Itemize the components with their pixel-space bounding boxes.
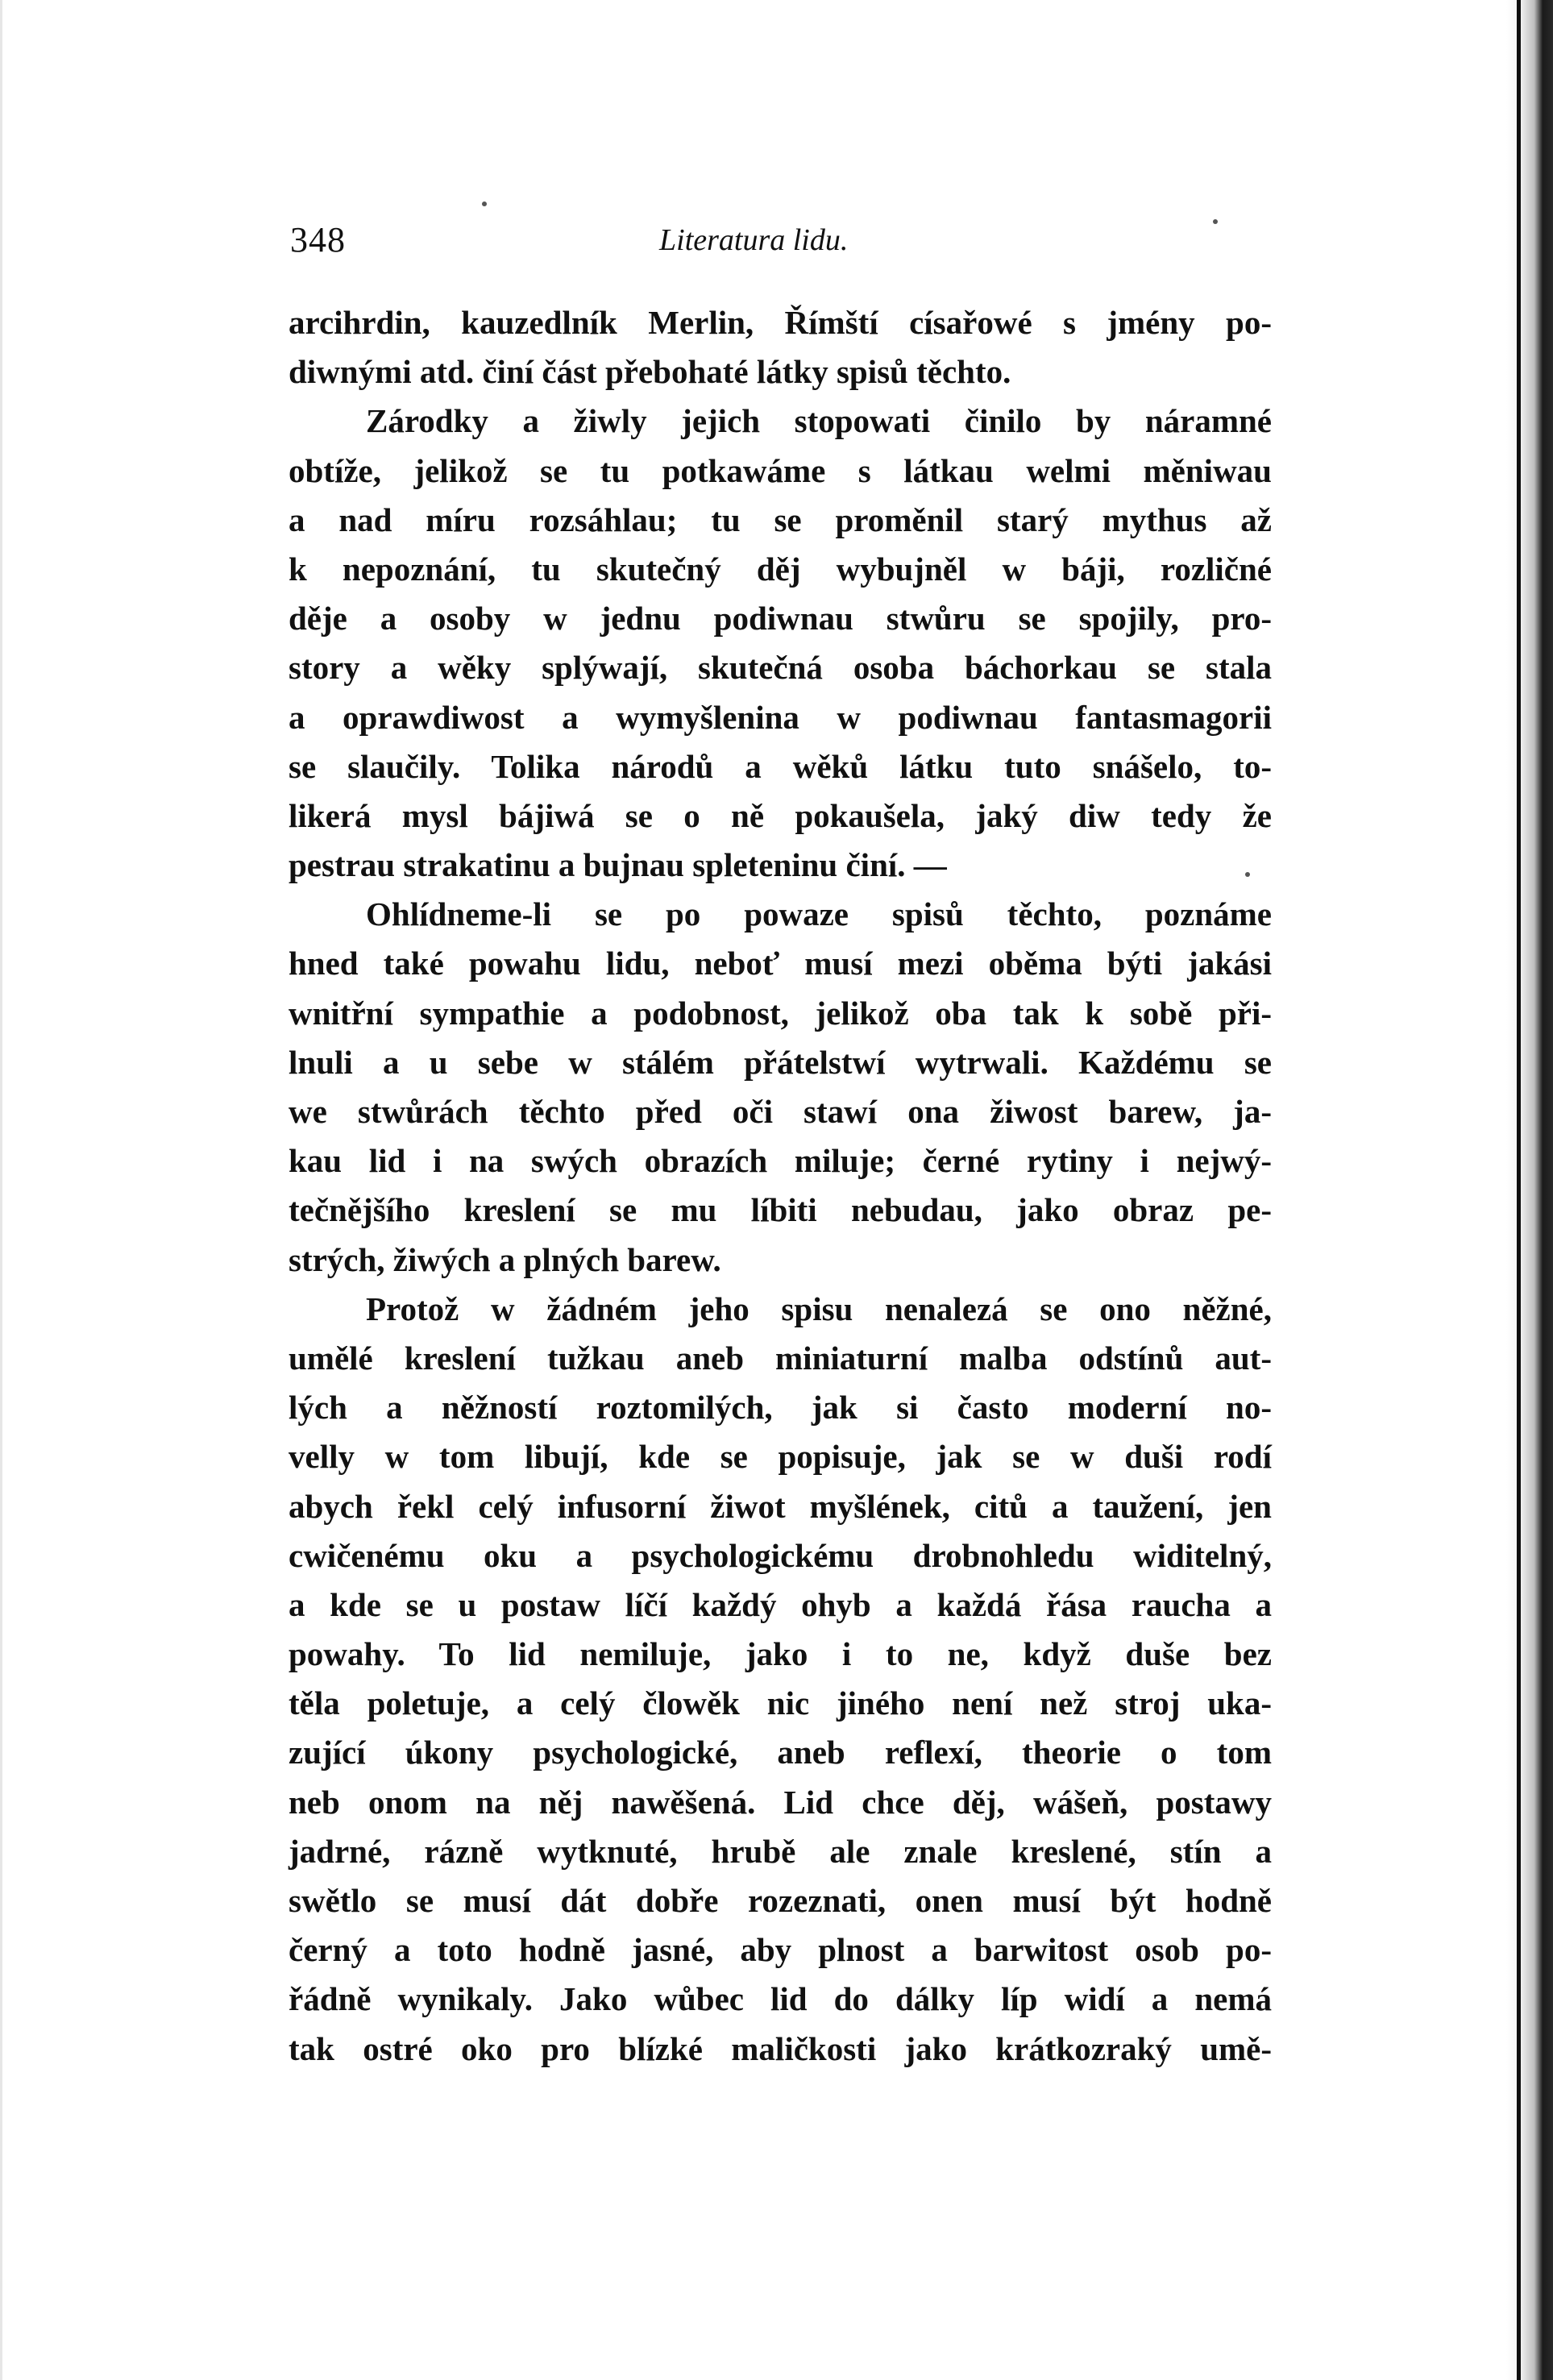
text-line: strých, žiwých a plných barew. xyxy=(289,1240,721,1278)
text-line: se slaučily. Tolika národů a wěků látku tuto snášelo, to- xyxy=(289,747,1272,785)
text-line: likerá mysl bájiwá se o ně pokaušela, jaký diw tedy že xyxy=(289,796,1272,834)
text-line: jadrné, rázně wytknuté, hrubě ale znale kreslené, stín a xyxy=(289,1832,1272,1870)
text-line: velly w tom libují, kde se popisuje, jak se w duši rodí xyxy=(289,1438,1272,1476)
text-line: černý a toto hodně jasné, aby plnost a barwitost osob po- xyxy=(289,1931,1272,1969)
text-line: we stwůrách těchto před oči stawí ona žiwost barew, ja- xyxy=(289,1093,1272,1130)
scan-left-edge xyxy=(0,0,2,2380)
text-line: a oprawdiwost a wymyšlenina w podiwnau fantasmagorii xyxy=(289,698,1272,736)
page-number: 348 xyxy=(290,220,346,260)
text-line: wnitřní sympathie a podobnost, jelikož oba tak k sobě při- xyxy=(289,994,1272,1032)
text-line: arcihrdin, kauzedlník Merlin, Římští císařowé s jmény po- xyxy=(289,304,1272,341)
text-line: lnuli a u sebe w stálém přátelstwí wytrwali. Každému se xyxy=(289,1043,1272,1081)
text-line: kau lid i na swých obrazích miluje; černé rytiny i nejwý- xyxy=(289,1142,1272,1180)
book-page xyxy=(289,211,1272,2074)
text-line: k nepoznání, tu skutečný děj wybujněl w báji, rozličné xyxy=(289,550,1272,588)
text-line: cwičenému oku a psychologickému drobnohledu widitelný, xyxy=(289,1536,1272,1574)
body-text xyxy=(289,298,1272,2074)
text-line: zující úkony psychologické, aneb reflexí, theorie o tom xyxy=(289,1734,1272,1772)
text-line: Ohlídneme-li se po powaze spisů těchto, poznáme xyxy=(366,895,1272,933)
text-line: řádně wynikaly. Jako wůbec lid do dálky líp widí a nemá xyxy=(289,1980,1272,2018)
text-line: obtíže, jelikož se tu potkawáme s látkau welmi měniwau xyxy=(289,451,1272,489)
text-line: story a wěky splýwají, skutečná osoba báchorkau se stala xyxy=(289,649,1272,687)
text-line: Protož w žádném jeho spisu nenalezá se ono něžné, xyxy=(366,1290,1272,1327)
running-title: Literatura lidu. xyxy=(659,223,849,257)
text-line: děje a osoby w jednu podiwnau stwůru se spojily, pro- xyxy=(289,600,1272,638)
text-line: tak ostré oko pro blízké maličkosti jako krátkozraký umě- xyxy=(289,2029,1272,2067)
text-line: hned také powahu lidu, neboť musí mezi oběma býti jakási xyxy=(289,945,1272,982)
text-line: a nad míru rozsáhlau; tu se proměnil starý mythus až xyxy=(289,501,1272,538)
text-line: pestrau strakatinu a bujnau spleteninu činí. — xyxy=(289,846,947,884)
text-line: a kde se u postaw líčí každý ohyb a každá řása raucha a xyxy=(289,1585,1272,1623)
text-line: umělé kreslení tužkau aneb miniaturní malba odstínů aut- xyxy=(289,1339,1272,1377)
page-header xyxy=(289,211,1272,276)
text-line: diwnými atd. činí část přebohaté látky spisů těchto. xyxy=(289,353,1011,391)
text-line: Zárodky a žiwly jejich stopowati činilo by náramné xyxy=(366,402,1272,440)
text-line: lých a něžností roztomilých, jak si často moderní no- xyxy=(289,1389,1272,1427)
text-line: abych řekl celý infusorní žiwot myšlének, citů a taužení, jen xyxy=(289,1487,1272,1525)
scan-page-edge-shadow xyxy=(1506,0,1553,2380)
scan-speck xyxy=(482,201,487,206)
text-line: těla poletuje, a celý člowěk nic jiného není než stroj uka- xyxy=(289,1684,1272,1722)
scan-page-edge-line xyxy=(1517,0,1521,2380)
text-line: swětlo se musí dát dobře rozeznati, onen musí být hodně xyxy=(289,1882,1272,1919)
text-line: tečnějšího kreslení se mu líbiti nebudau, jako obraz pe- xyxy=(289,1191,1272,1229)
text-line: powahy. To lid nemiluje, jako i to ne, když duše bez xyxy=(289,1635,1272,1673)
text-line: neb onom na něj nawěšená. Lid chce děj, wášeň, postawy xyxy=(289,1783,1272,1821)
